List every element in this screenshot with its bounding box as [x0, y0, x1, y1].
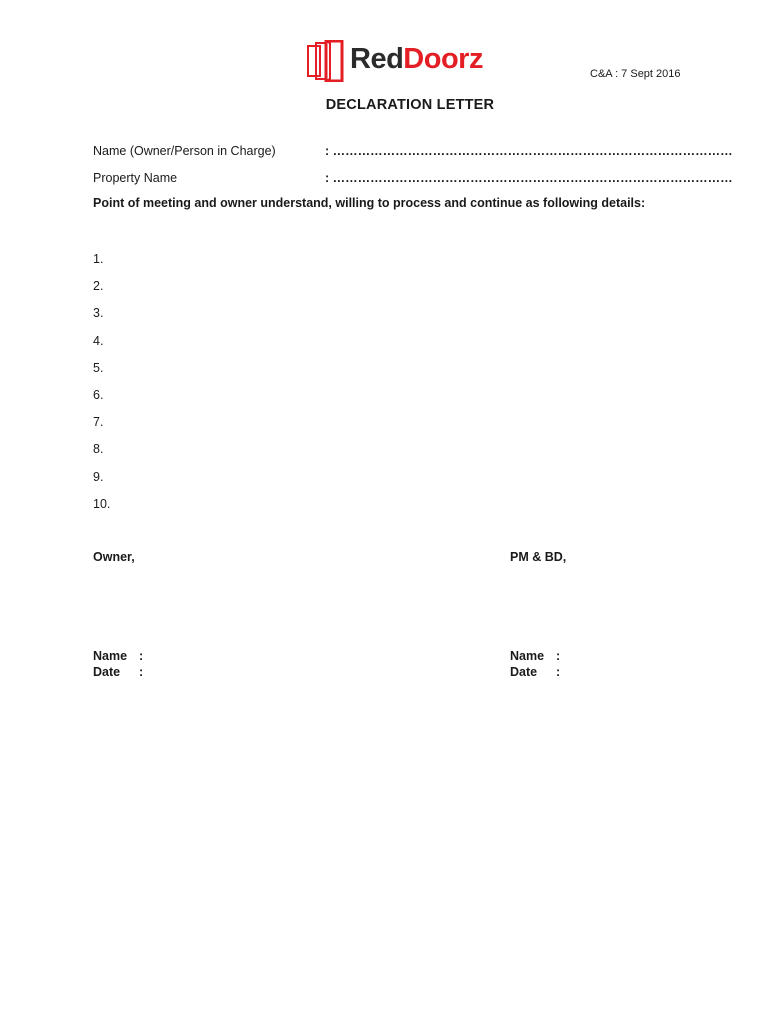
logo-text-red: Red	[350, 43, 404, 75]
pm-bd-heading: PM & BD,	[510, 550, 567, 564]
field-fill-line: : ……………………………………………………………………………………	[325, 144, 733, 158]
date-colon: :	[139, 665, 144, 679]
field-label: Property Name	[93, 171, 178, 185]
list-item: 2.	[93, 279, 104, 294]
list-item: 3.	[93, 306, 104, 321]
list-item: 4.	[93, 333, 104, 348]
document-title: DECLARATION LETTER	[325, 97, 495, 113]
document-reference: C&A : 7 Sept 2016	[590, 68, 681, 80]
list-item: 5.	[93, 360, 104, 375]
field-fill-line: : ……………………………………………………………………………………	[325, 171, 733, 185]
list-item: 7.	[93, 415, 104, 430]
list-item: 8.	[93, 442, 104, 457]
field-label: Name (Owner/Person in Charge)	[93, 144, 276, 158]
details-numbered-list	[93, 250, 110, 522]
name-colon: :	[556, 649, 561, 663]
reddoorz-doors-icon	[306, 40, 346, 82]
date-colon: :	[556, 665, 561, 679]
name-label: Name	[510, 649, 545, 663]
logo-wordmark	[350, 41, 483, 77]
date-label: Date	[93, 665, 121, 679]
list-item: 10.	[93, 496, 111, 511]
list-item: 6.	[93, 387, 104, 402]
name-colon: :	[139, 649, 144, 663]
logo-text-doorz: Doorz	[403, 43, 483, 75]
name-label: Name	[93, 649, 128, 663]
pm-bd-signature-block	[510, 550, 710, 690]
date-label: Date	[510, 665, 538, 679]
intro-statement: Point of meeting and owner understand, willing to process and continue as following details:	[93, 196, 646, 210]
owner-signature-block	[93, 550, 293, 690]
list-item: 9.	[93, 469, 104, 484]
reddoorz-logo	[306, 38, 483, 84]
owner-heading: Owner,	[93, 550, 135, 564]
list-item: 1.	[93, 252, 104, 266]
